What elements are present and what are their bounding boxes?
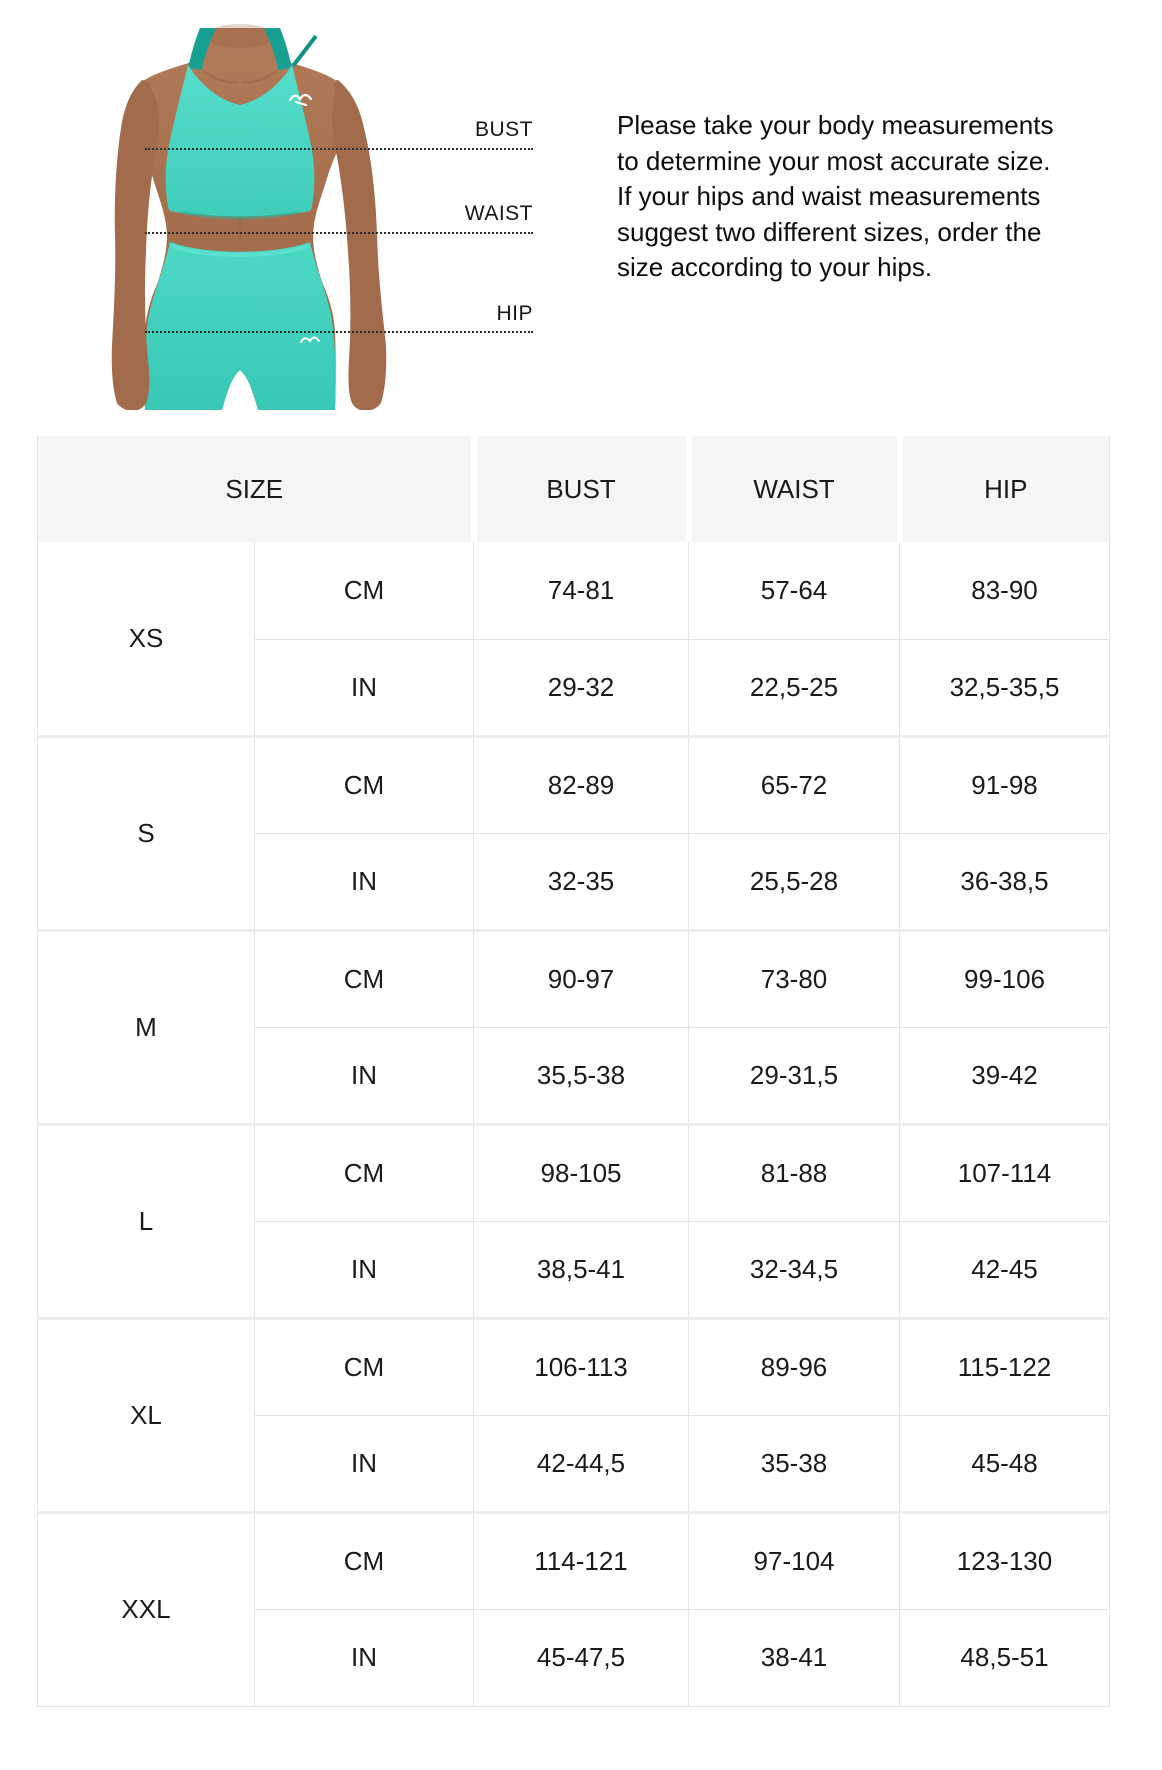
bust-value: 90-97	[474, 930, 689, 1027]
bra-back-strap	[293, 36, 316, 66]
hip-value: 39-42	[900, 1027, 1110, 1124]
unit-label: IN	[255, 1221, 474, 1318]
model-photo	[100, 10, 440, 410]
intro-line: suggest two different sizes, order the	[617, 216, 1042, 247]
bust-value: 38,5-41	[474, 1221, 689, 1318]
bust-label: BUST	[474, 118, 533, 141]
bust-value: 114-121	[474, 1512, 689, 1609]
table-row	[38, 736, 1110, 833]
hip-value: 32,5-35,5	[900, 639, 1110, 736]
header-hip: HIP	[900, 436, 1110, 542]
hip-value: 115-122	[900, 1318, 1110, 1415]
unit-label: CM	[255, 542, 474, 639]
table-row	[38, 1318, 1110, 1415]
waist-value: 57-64	[689, 542, 900, 639]
hip-value: 42-45	[900, 1221, 1110, 1318]
hip-value: 48,5-51	[900, 1609, 1110, 1706]
hip-value: 107-114	[900, 1124, 1110, 1221]
bust-measure-line	[145, 148, 533, 150]
waist-value: 73-80	[689, 930, 900, 1027]
size-group-xs	[38, 542, 1110, 736]
unit-label: CM	[255, 1318, 474, 1415]
hip-value: 45-48	[900, 1415, 1110, 1512]
size-group-xl	[38, 1318, 1110, 1512]
intro-line: to determine your most accurate size.	[617, 145, 1051, 176]
size-label: S	[38, 736, 255, 930]
table-row	[38, 542, 1110, 639]
waist-value: 22,5-25	[689, 639, 900, 736]
bust-value: 82-89	[474, 736, 689, 833]
size-chart-header	[38, 436, 1110, 542]
header-bust: BUST	[474, 436, 689, 542]
hip-value: 36-38,5	[900, 833, 1110, 930]
intro-line: If your hips and waist measurements	[617, 181, 1041, 211]
size-label: L	[38, 1124, 255, 1318]
bust-value: 98-105	[474, 1124, 689, 1221]
bust-value: 74-81	[474, 542, 689, 639]
size-group-l	[38, 1124, 1110, 1318]
bust-value: 45-47,5	[474, 1609, 689, 1706]
neck-shadow	[206, 24, 274, 48]
hip-value: 99-106	[900, 930, 1110, 1027]
unit-label: IN	[255, 1027, 474, 1124]
waist-measure-line	[145, 232, 533, 234]
size-group-s	[38, 736, 1110, 930]
bust-value: 35,5-38	[474, 1027, 689, 1124]
model-figure-illustration	[100, 10, 440, 410]
unit-label: CM	[255, 1512, 474, 1609]
unit-label: IN	[255, 833, 474, 930]
hip-value: 123-130	[900, 1512, 1110, 1609]
size-group-xxl	[38, 1512, 1110, 1706]
size-chart-table	[37, 436, 1110, 1707]
hip-measure-line	[145, 331, 533, 333]
unit-label: IN	[255, 1609, 474, 1706]
table-row	[38, 1124, 1110, 1221]
waist-value: 25,5-28	[689, 833, 900, 930]
header-size: SIZE	[38, 436, 474, 542]
measurement-guide-section	[0, 0, 1162, 436]
intro-text	[617, 108, 1053, 286]
size-label: M	[38, 930, 255, 1124]
unit-label: CM	[255, 930, 474, 1027]
hip-value: 91-98	[900, 736, 1110, 833]
bust-value: 106-113	[474, 1318, 689, 1415]
shorts	[144, 242, 335, 410]
intro-line: Please take your body measurements	[617, 110, 1054, 140]
waist-value: 29-31,5	[689, 1027, 900, 1124]
hip-value: 83-90	[900, 542, 1110, 639]
waist-value: 38-41	[689, 1609, 900, 1706]
waist-value: 65-72	[689, 736, 900, 833]
waist-value: 32-34,5	[689, 1221, 900, 1318]
unit-label: CM	[255, 736, 474, 833]
size-label: XL	[38, 1318, 255, 1512]
waist-value: 89-96	[689, 1318, 900, 1415]
bust-value: 29-32	[474, 639, 689, 736]
waist-value: 35-38	[689, 1415, 900, 1512]
waist-value: 81-88	[689, 1124, 900, 1221]
unit-label: IN	[255, 1415, 474, 1512]
size-label: XS	[128, 622, 164, 653]
intro-line: size according to your hips.	[617, 252, 933, 282]
size-group-m	[38, 930, 1110, 1124]
table-row	[38, 1512, 1110, 1609]
header-waist: WAIST	[689, 436, 900, 542]
bust-value: 32-35	[474, 833, 689, 930]
arm-right	[332, 80, 386, 410]
table-row	[38, 930, 1110, 1027]
hip-label: HIP	[496, 302, 533, 325]
unit-label: CM	[255, 1124, 474, 1221]
waist-label: WAIST	[464, 202, 533, 225]
bust-value: 42-44,5	[474, 1415, 689, 1512]
size-label: XXL	[38, 1512, 255, 1706]
waist-value: 97-104	[689, 1512, 900, 1609]
unit-label: IN	[255, 639, 474, 736]
